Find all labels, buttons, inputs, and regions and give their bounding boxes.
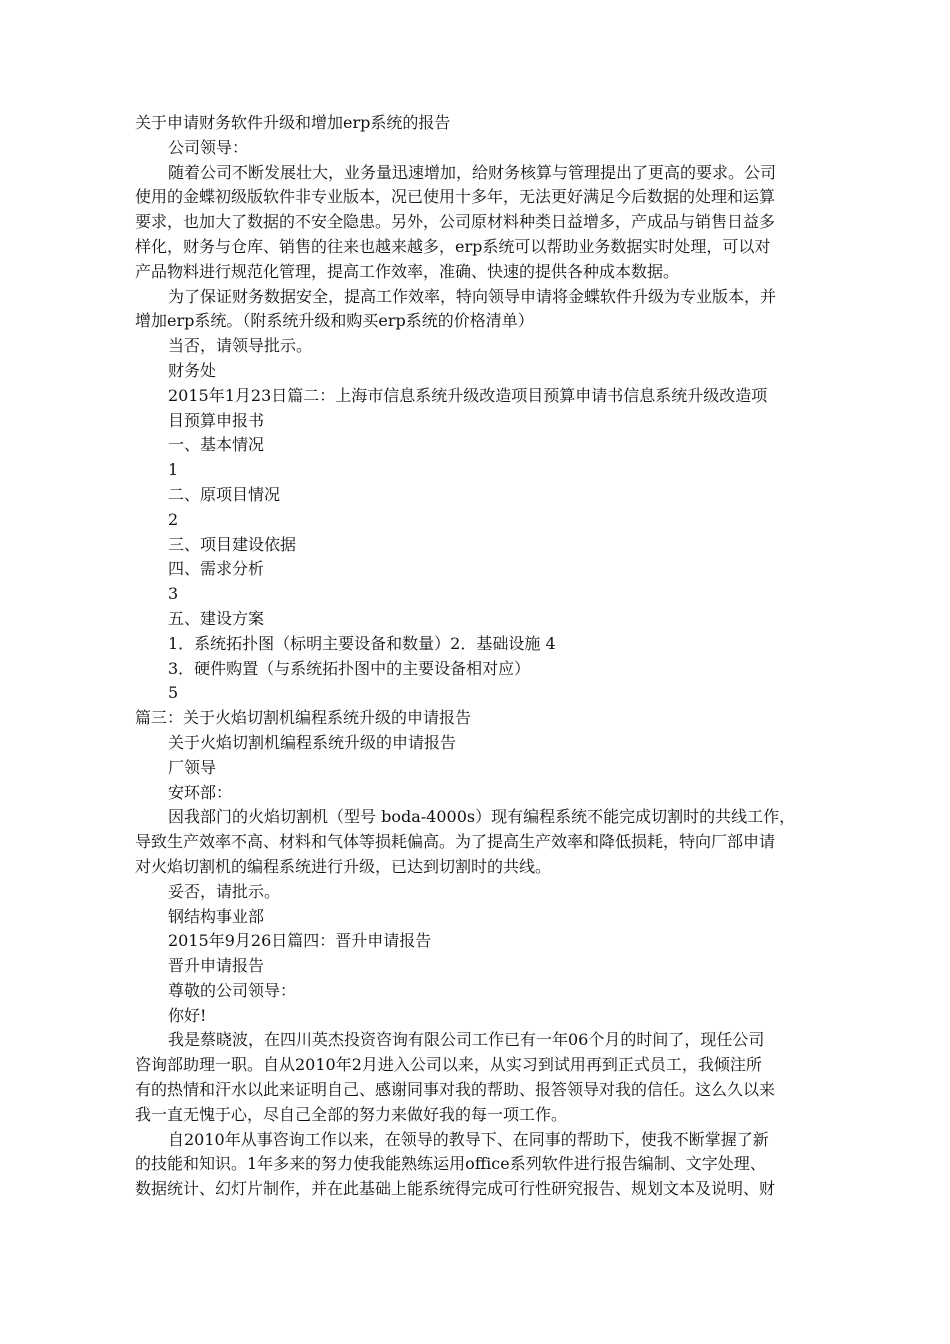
paragraph-4 bbox=[135, 1028, 827, 1127]
paragraph-line: 咨询部助理一职。自从2010年2月进入公司以来，从实习到试用再到正式员工，我倾注所 bbox=[135, 1055, 762, 1075]
paragraph-line: 样化，财务与仓库、销售的往来也越来越多，erp系统可以帮助业务数据实时处理，可以对 bbox=[135, 236, 771, 256]
paragraph-line: 随着公司不断发展壮大，业务量迅速增加，给财务核算与管理提出了更高的要求。公司 bbox=[168, 162, 777, 182]
closing-line: 当否，请领导批示。 bbox=[168, 336, 313, 356]
toc-item: 1．系统拓扑图（标明主要设备和数量）2．基础设施 4 bbox=[168, 633, 556, 653]
paragraph-line: 对火焰切割机的编程系统进行升级，已达到切割时的共线。 bbox=[135, 856, 552, 876]
toc-item: 三、项目建设依据 bbox=[168, 534, 297, 554]
paragraph-line: 使用的金蝶初级版软件非专业版本，况已使用十多年，无法更好满足今后数据的处理和运算 bbox=[135, 187, 776, 207]
paragraph-line: 增加erp系统。（附系统升级和购买erp系统的价格清单） bbox=[135, 311, 534, 331]
paragraph-line: 因我部门的火焰切割机（型号 boda-4000s）现有编程系统不能完成切割时的共线工作， bbox=[168, 807, 796, 827]
date-line: 2015年9月26日篇四：晋升申请报告 bbox=[168, 931, 432, 951]
document-title: 关于申请财务软件升级和增加erp系统的报告 bbox=[135, 113, 451, 132]
paragraph-5 bbox=[135, 1128, 827, 1202]
toc-item: 五、建设方案 bbox=[168, 608, 265, 628]
part4-salutation: 尊敬的公司领导： bbox=[168, 980, 297, 1000]
toc-page-number: 2 bbox=[168, 509, 179, 529]
toc-item: 一、基本情况 bbox=[168, 435, 265, 455]
closing-line: 妥否，请批示。 bbox=[168, 881, 281, 901]
paragraph-line: 我一直无愧于心，尽自己全部的努力来做好我的每一项工作。 bbox=[135, 1104, 568, 1124]
part4-greeting: 你好! bbox=[168, 1005, 207, 1025]
document-page bbox=[135, 111, 827, 1202]
part4-title: 晋升申请报告 bbox=[168, 956, 265, 976]
toc-item: 3．硬件购置（与系统拓扑图中的主要设备相对应） bbox=[168, 658, 531, 678]
toc-page-number: 3 bbox=[168, 584, 179, 604]
date-line-continued: 目预算申报书 bbox=[168, 410, 265, 430]
paragraph-line: 产品物料进行规范化管理，提高工作效率，准确、快速的提供各种成本数据。 bbox=[135, 261, 680, 281]
paragraph-line: 数据统计、幻灯片制作，并在此基础上能系统得完成可行性研究报告、规划文本及说明、财 bbox=[135, 1179, 776, 1199]
paragraph-1 bbox=[135, 161, 827, 285]
part3-title: 关于火焰切割机编程系统升级的申请报告 bbox=[168, 732, 457, 752]
paragraph-line: 的技能和知识。1年多来的努力使我能熟练运用office系列软件进行报告编制、文字处理、 bbox=[135, 1154, 766, 1174]
paragraph-line: 我是蔡晓波，在四川英杰投资咨询有限公司工作已有一年06个月的时间了，现任公司 bbox=[168, 1030, 765, 1050]
department-signature: 财务处 bbox=[168, 360, 217, 380]
paragraph-line: 要求，也加大了数据的不安全隐患。另外，公司原材料种类日益增多，产成品与销售日益多 bbox=[135, 212, 776, 232]
part3-heading: 篇三：关于火焰切割机编程系统升级的申请报告 bbox=[135, 708, 472, 728]
toc-page-number: 5 bbox=[168, 683, 179, 703]
paragraph-line: 有的热情和汗水以此来证明自己、感谢同事对我的帮助、报答领导对我的信任。这么久以来 bbox=[135, 1080, 776, 1100]
department-signature: 钢结构事业部 bbox=[168, 906, 265, 926]
toc-item: 四、需求分析 bbox=[168, 559, 265, 579]
toc-page-number: 1 bbox=[168, 460, 179, 480]
part3-recipient: 安环部： bbox=[168, 782, 233, 802]
salutation: 公司领导： bbox=[168, 137, 249, 157]
paragraph-line: 自2010年从事咨询工作以来，在领导的教导下、在同事的帮助下，使我不断掌握了新 bbox=[168, 1129, 769, 1149]
paragraph-2 bbox=[135, 285, 827, 335]
paragraph-3 bbox=[135, 805, 827, 879]
paragraph-line: 导致生产效率不高、材料和气体等损耗偏高。为了提高生产效率和降低损耗，特向厂部申请 bbox=[135, 832, 776, 852]
date-line: 2015年1月23日篇二：上海市信息系统升级改造项目预算申请书信息系统升级改造项 bbox=[168, 385, 768, 405]
part3-recipient: 厂领导 bbox=[168, 757, 217, 777]
toc-item: 二、原项目情况 bbox=[168, 484, 281, 504]
paragraph-line: 为了保证财务数据安全，提高工作效率，特向领导申请将金蝶软件升级为专业版本，并 bbox=[168, 286, 777, 306]
